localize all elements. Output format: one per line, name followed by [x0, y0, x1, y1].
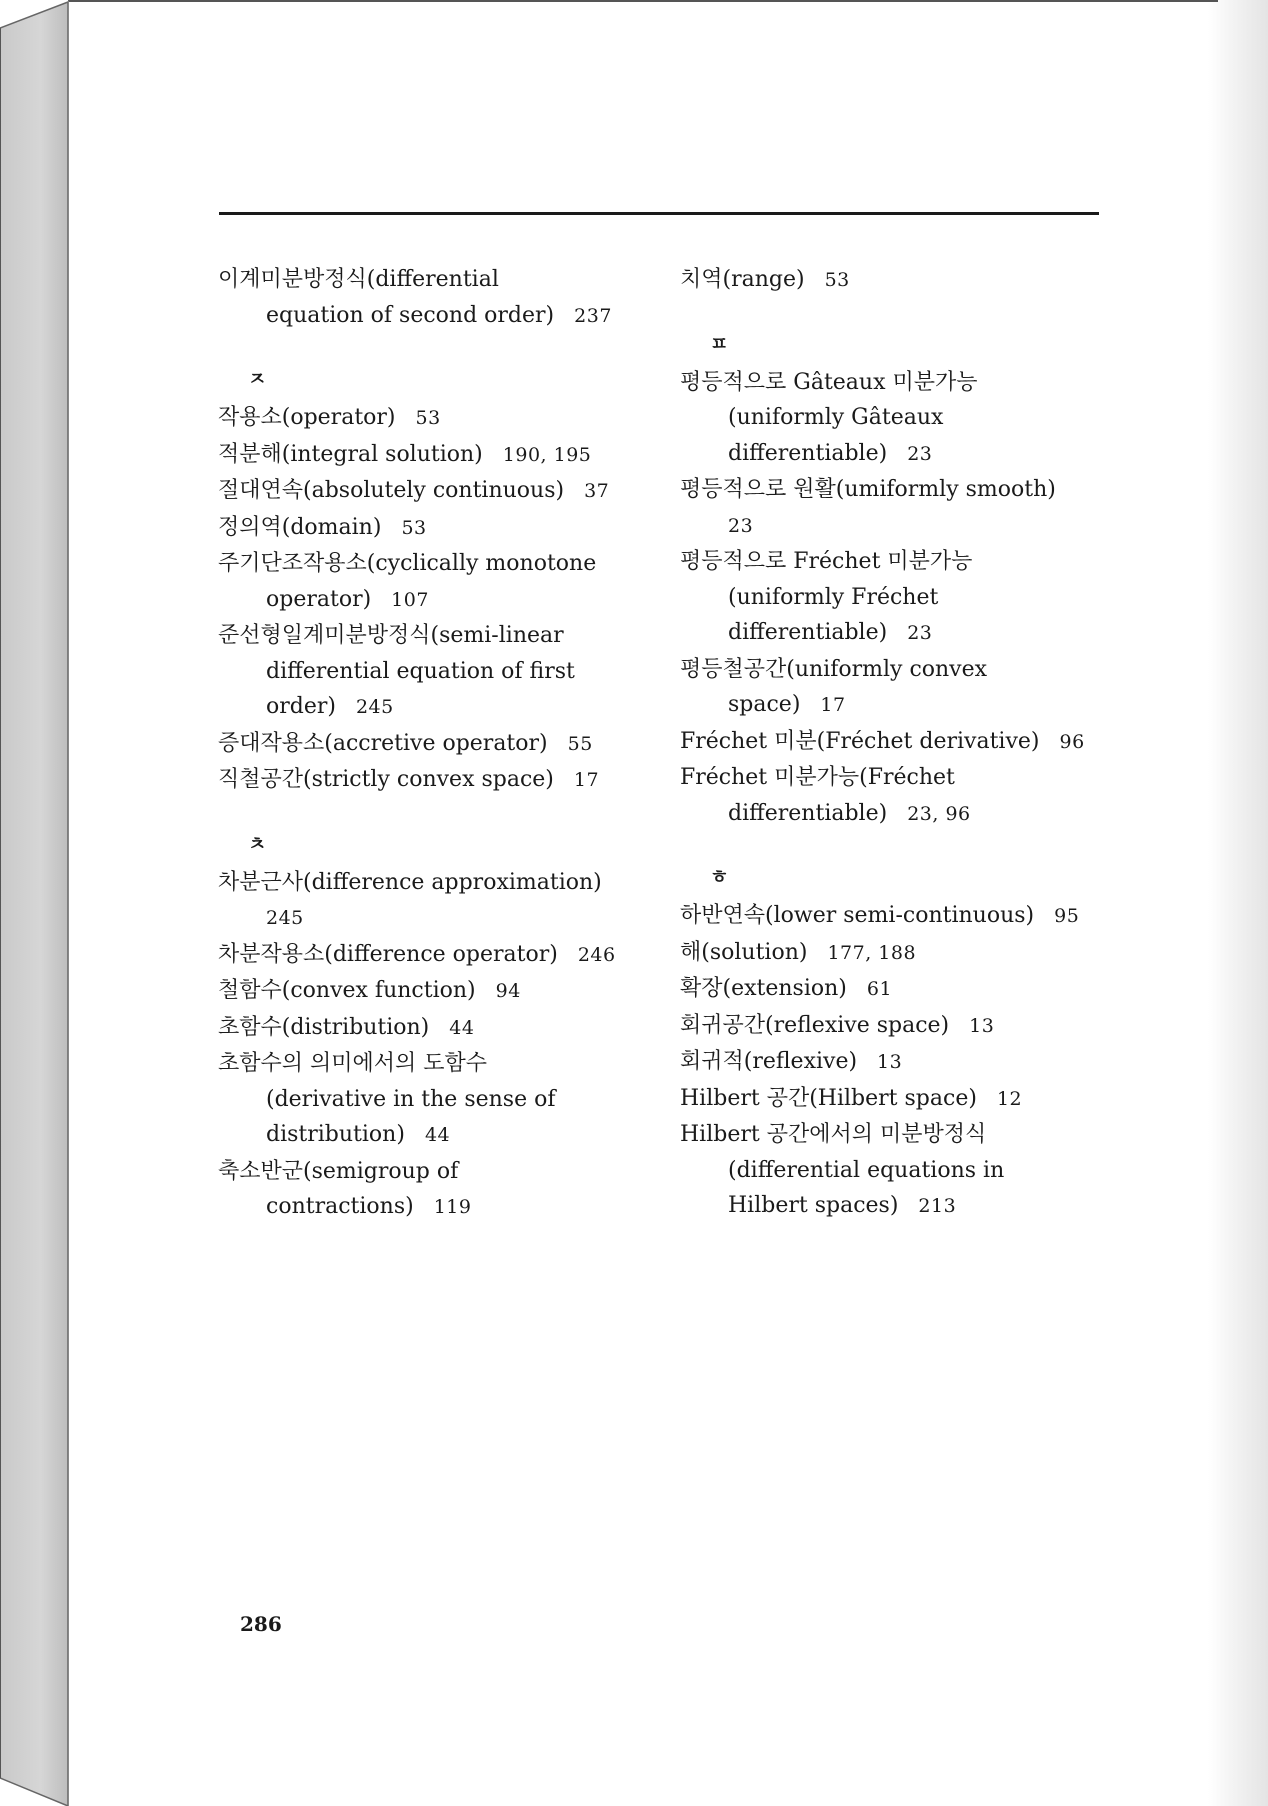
entry-line: differentiable) [728, 620, 888, 645]
entry-line: 차분작용소(difference operator) [218, 941, 558, 967]
index-entry [680, 898, 1100, 935]
page-ref: 107 [391, 588, 429, 611]
index-entry [218, 510, 648, 547]
entry-line: (uniformly Gâteaux [728, 405, 944, 430]
entry-line: (derivative in the sense of [266, 1086, 556, 1112]
index-entry [680, 760, 1100, 832]
entry-line: operator) [266, 586, 372, 612]
entry-line: Hilbert 공간(Hilbert space) [680, 1085, 977, 1111]
entry-line: 준선형일계미분방정식(semi-linear [218, 623, 564, 648]
entry-line: 평등철공간(uniformly convex [680, 656, 988, 682]
entry-line: 치역(range) [680, 267, 805, 292]
index-entry [680, 971, 1100, 1008]
page-ref: 95 [1054, 905, 1080, 927]
entry-line: order) [266, 694, 336, 719]
entry-line: 작용소(operator) [218, 405, 396, 430]
entry-line: 정의역(domain) [218, 514, 382, 540]
entry-line: 직철공간(strictly convex space) [218, 767, 554, 792]
page-ref: 177, 188 [827, 941, 917, 964]
index-entry [218, 726, 648, 763]
index-entry [218, 973, 648, 1010]
page-ref: 119 [433, 1196, 472, 1218]
index-entry [680, 652, 1100, 724]
entry-line: 초함수의 의미에서의 도함수 [218, 1051, 488, 1076]
index-entry [218, 400, 648, 437]
page-ref: 237 [574, 304, 612, 327]
right-column [680, 262, 1100, 1225]
index-entry [680, 1081, 1100, 1118]
index-entry [218, 1154, 648, 1226]
entry-line: 확장(extension) [680, 976, 847, 1001]
entry-line: Hilbert spaces) [728, 1193, 899, 1218]
index-entry [218, 1010, 648, 1047]
page-ref: 23 [728, 514, 754, 537]
index-entry [680, 724, 1100, 761]
page-ref: 37 [584, 480, 610, 502]
entry-line: differentiable) [728, 800, 888, 826]
entry-line: 평등적으로 원활(umiformly smooth) [680, 477, 1056, 502]
page-ref: 44 [449, 1016, 475, 1039]
index-entry [680, 365, 1100, 473]
header-rule [219, 212, 1099, 215]
index-entry [680, 544, 1100, 652]
index-entry [218, 937, 648, 974]
entry-line: (uniformly Fréchet [728, 584, 939, 610]
page-ref: 13 [877, 1051, 903, 1073]
page-ref: 23, 96 [907, 802, 971, 825]
entry-line: 회귀공간(reflexive space) [680, 1012, 950, 1038]
section-heading: ㅎ [710, 866, 729, 888]
entry-line: equation of second order) [266, 302, 555, 328]
index-entry [218, 618, 648, 726]
index-entry [680, 935, 1100, 972]
page-ref: 13 [969, 1014, 995, 1037]
index-entry [218, 865, 648, 937]
section-heading: ㅈ [248, 368, 267, 390]
entry-line: 하반연속(lower semi-continuous) [680, 903, 1035, 928]
page-ref: 17 [820, 694, 846, 716]
page-ref: 190, 195 [502, 443, 592, 466]
entry-line: 이계미분방정식(differential [218, 267, 499, 292]
entry-line: 해(solution) [680, 939, 808, 965]
page-ref: 53 [415, 407, 441, 429]
page-ref: 245 [355, 696, 394, 718]
entry-line: 철함수(convex function) [218, 978, 476, 1003]
index-entry [218, 437, 648, 474]
index-entry [680, 262, 1100, 299]
index-entry [680, 472, 1100, 544]
book-spine [0, 0, 70, 1806]
page-number: 286 [240, 1612, 282, 1636]
entry-line: 적분해(integral solution) [218, 441, 483, 467]
index-entry [680, 1044, 1100, 1081]
page-ref: 53 [401, 516, 427, 539]
page-ref: 55 [567, 732, 593, 755]
page-ref: 61 [866, 978, 893, 1000]
entry-line: 절대연속(absolutely continuous) [218, 478, 565, 503]
index-entry [218, 762, 648, 799]
page-ref: 44 [424, 1124, 451, 1146]
entry-line: 평등적으로 Fréchet 미분가능 [680, 549, 973, 574]
page-ref: 213 [918, 1195, 957, 1217]
entry-line: (differential equations in [728, 1157, 1005, 1183]
page-ref: 246 [577, 943, 616, 966]
entry-line: Fréchet 미분(Fréchet derivative) [680, 728, 1040, 754]
entry-line: distribution) [266, 1122, 405, 1147]
index-entry [218, 546, 648, 618]
page-ref: 17 [573, 769, 600, 791]
page-ref: 12 [996, 1087, 1023, 1110]
page-ref: 96 [1059, 730, 1085, 753]
entry-line: 축소반군(semigroup of [218, 1158, 459, 1184]
index-entry [218, 473, 648, 510]
page-ref: 94 [495, 980, 521, 1002]
index-entry [218, 262, 648, 334]
index-entry [218, 1046, 648, 1154]
entry-line: 평등적으로 Gâteaux 미분가능 [680, 369, 978, 395]
entry-line: 초함수(distribution) [218, 1014, 430, 1040]
page-ref: 245 [266, 907, 304, 929]
entry-line: contractions) [266, 1194, 414, 1219]
entry-line: 주기단조작용소(cyclically monotone [218, 551, 597, 576]
entry-line: 회귀적(reflexive) [680, 1049, 858, 1074]
index-entry [680, 1008, 1100, 1045]
entry-line: space) [728, 692, 801, 717]
entry-line: differentiable) [728, 440, 888, 466]
page-ref: 53 [824, 269, 850, 291]
entry-line: Fréchet 미분가능(Fréchet [680, 765, 955, 790]
page-ref: 23 [907, 622, 933, 644]
section-heading: ㅊ [248, 832, 267, 855]
left-column [218, 262, 648, 1226]
section-heading: ㅍ [710, 332, 729, 355]
entry-line: 차분근사(difference approximation) [218, 869, 602, 895]
page-ref: 23 [907, 442, 933, 465]
entry-line: 증대작용소(accretive operator) [218, 730, 548, 756]
index-entry [680, 1117, 1100, 1225]
entry-line: Hilbert 공간에서의 미분방정식 [680, 1122, 987, 1147]
entry-line: differential equation of first [266, 658, 575, 684]
